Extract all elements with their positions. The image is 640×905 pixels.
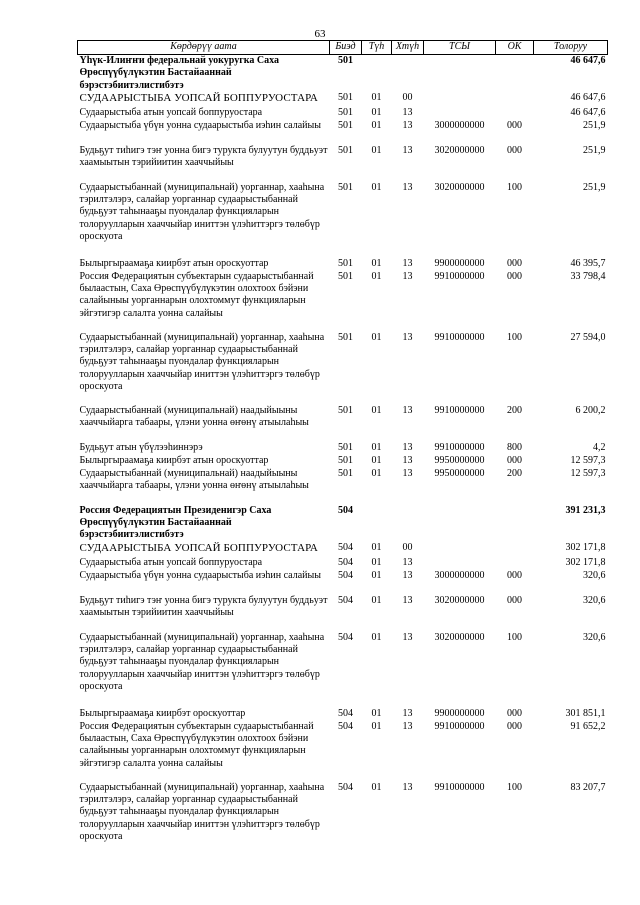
row-amount: 301 851,1 <box>565 707 606 719</box>
row-name: Судаарыстыба атын уопсай боппуруостара <box>79 106 263 118</box>
row-name: Судаарыстыба атын уопсай боппуруостара <box>79 556 263 568</box>
row-name: Будьҕут тиһигэ тэҥ уонна бигэ турукта булуутун буддьуэт хаамыытын тэрийиитин хааччыйыы <box>79 144 328 169</box>
row-htuh: 13 <box>402 181 413 193</box>
row-amount: 251,9 <box>583 119 606 131</box>
row-tuh: 01 <box>371 720 382 732</box>
row-htuh: 13 <box>402 257 413 269</box>
page-number: 63 <box>314 28 326 40</box>
row-tsy: 9900000000 <box>434 257 485 269</box>
table-row <box>78 145 608 182</box>
row-bied: 501 <box>338 441 353 453</box>
row-htuh <box>392 505 424 542</box>
row-amount: 12 597,3 <box>570 467 606 479</box>
table-row <box>78 182 608 258</box>
row-tuh: 01 <box>371 569 382 581</box>
header-htuh: Хтүһ <box>392 41 424 55</box>
row-name: Будьҕут тиһигэ тэҥ уонна бигэ турукта булуутун буддьуэт хаамыытын тэрийиитин хааччыйыы <box>79 594 328 619</box>
table-row <box>78 721 608 782</box>
row-htuh: 13 <box>402 454 413 466</box>
table-row <box>78 120 608 145</box>
row-tuh: 01 <box>371 781 382 793</box>
row-bied: 504 <box>338 707 353 719</box>
row-bied: 501 <box>338 55 353 66</box>
row-name: Судаарыстыбаннай (муниципальнай) уорганнар, хааһына тэрилтэлэрэ, салайар уорганнар судаарыстыбаннай будьҕуэт таһынааҕы пуондалар функцияларын толоруулларын хааччыйар иниттэн үлэһиттэргэ төлөбүр ороскуота <box>79 331 325 393</box>
row-ok: 000 <box>507 257 522 269</box>
row-bied: 504 <box>338 720 353 732</box>
row-tsy <box>424 107 496 120</box>
row-tsy: 9910000000 <box>434 781 485 793</box>
row-htuh: 13 <box>402 270 413 282</box>
row-amount: 46 395,7 <box>570 257 606 269</box>
row-ok: 100 <box>507 781 522 793</box>
header-tuh: Түһ <box>362 41 392 55</box>
row-ok: 100 <box>507 631 522 643</box>
table-row <box>78 271 608 332</box>
row-bied: 504 <box>338 594 353 606</box>
row-amount: 302 171,8 <box>565 556 606 568</box>
row-name: Судаарыстыбаннай (муниципальнай) уорганнар, хааһына тэрилтэлэрэ, салайар уорганнар судаарыстыбаннай будьҕуэт таһынааҕы пуондалар функцияларын толоруулларын хааччыйар иниттэн үлэһиттэргэ төлөбүр ороскуота <box>79 181 325 243</box>
row-amount: 251,9 <box>583 144 606 156</box>
row-tuh: 01 <box>371 467 382 479</box>
table-row <box>78 455 608 468</box>
row-tsy: 9950000000 <box>434 467 485 479</box>
row-ok: 000 <box>507 707 522 719</box>
row-tuh: 01 <box>371 594 382 606</box>
table-row <box>78 542 608 557</box>
row-ok: 000 <box>507 569 522 581</box>
table-row <box>78 258 608 271</box>
row-tuh: 01 <box>371 707 382 719</box>
row-ok: 000 <box>507 119 522 131</box>
row-amount: 391 231,3 <box>565 504 606 516</box>
row-tuh: 01 <box>371 541 382 553</box>
row-bied: 501 <box>338 331 353 343</box>
row-ok <box>496 55 534 92</box>
row-name: СУДААРЫСТЫБА УОПСАЙ БОППУРУОСТАРА <box>79 91 318 104</box>
row-bied: 501 <box>338 106 353 118</box>
header-amount: Толоруу <box>534 41 608 55</box>
row-htuh: 13 <box>402 144 413 156</box>
row-amount: 27 594,0 <box>570 331 606 343</box>
row-bied: 504 <box>338 631 353 643</box>
row-amount: 33 798,4 <box>570 270 606 282</box>
row-amount: 320,6 <box>583 569 606 581</box>
header-bied: Биэд <box>330 41 362 55</box>
row-tuh: 01 <box>371 257 382 269</box>
row-ok <box>496 542 534 557</box>
row-amount: 46 647,6 <box>570 91 606 103</box>
header-ok: ОК <box>496 41 534 55</box>
row-amount: 12 597,3 <box>570 454 606 466</box>
row-tuh: 01 <box>371 91 382 103</box>
row-bied: 501 <box>338 257 353 269</box>
table-row <box>78 442 608 455</box>
row-ok: 000 <box>507 454 522 466</box>
row-tuh: 01 <box>371 181 382 193</box>
row-bied: 501 <box>338 404 353 416</box>
row-name: Будьҕут атын үбүлээһиннэрэ <box>79 441 203 453</box>
row-name: СУДААРЫСТЫБА УОПСАЙ БОППУРУОСТАРА <box>79 541 318 554</box>
row-bied: 501 <box>338 91 353 103</box>
row-htuh: 13 <box>402 404 413 416</box>
row-tsy: 3020000000 <box>434 144 485 156</box>
table-body <box>78 55 608 844</box>
row-name: Россия Федерациятын Президенигэр Саха Өрөспүүбүлүкэтин Бастайааннай бэрэстэбиитэлистибэтэ <box>79 504 272 541</box>
row-htuh: 13 <box>402 441 413 453</box>
row-htuh: 13 <box>402 569 413 581</box>
row-htuh <box>392 55 424 92</box>
row-tuh: 01 <box>371 331 382 343</box>
row-htuh: 13 <box>402 631 413 643</box>
table-row <box>78 632 608 708</box>
row-bied: 504 <box>338 504 353 516</box>
row-amount: 320,6 <box>583 594 606 606</box>
row-ok: 000 <box>507 720 522 732</box>
row-amount: 4,2 <box>593 441 606 453</box>
row-tuh: 01 <box>371 556 382 568</box>
row-ok <box>496 107 534 120</box>
row-tuh: 01 <box>371 441 382 453</box>
row-tuh: 01 <box>371 631 382 643</box>
table-row <box>78 55 608 92</box>
table-row <box>78 332 608 405</box>
row-name: Судаарыстыба үбүн уонна судаарыстыба иэһин салайыы <box>79 569 321 581</box>
row-name: Былыргыраамаҕа киирбэт атын ороскуоттар <box>79 257 269 269</box>
row-htuh: 13 <box>402 119 413 131</box>
row-tsy: 9910000000 <box>434 441 485 453</box>
row-bied: 504 <box>338 556 353 568</box>
row-ok: 100 <box>507 331 522 343</box>
row-tuh <box>362 55 392 92</box>
row-tsy: 9900000000 <box>434 707 485 719</box>
row-tsy: 3000000000 <box>434 569 485 581</box>
row-htuh: 13 <box>402 331 413 343</box>
row-ok: 200 <box>507 404 522 416</box>
row-ok: 000 <box>507 144 522 156</box>
row-tsy: 3000000000 <box>434 119 485 131</box>
row-amount: 91 652,2 <box>570 720 606 732</box>
row-tsy: 3020000000 <box>434 594 485 606</box>
table-row <box>78 570 608 595</box>
row-tsy <box>424 557 496 570</box>
row-bied: 501 <box>338 454 353 466</box>
row-tuh: 01 <box>371 270 382 282</box>
row-ok: 200 <box>507 467 522 479</box>
row-tsy <box>424 92 496 107</box>
table-row <box>78 557 608 570</box>
row-htuh: 13 <box>402 556 413 568</box>
row-ok: 100 <box>507 181 522 193</box>
row-name: Россия Федерациятын субъектарын судаарыстыбаннай былаастын, Саха Өрөспүүбүлүкэтин олохтоох бэйэни салайыныы уорганнарын олохтоммут функцияларын эйгэтигэр салалта уонна салайыы <box>79 720 314 769</box>
row-tuh: 01 <box>371 144 382 156</box>
row-name: Россия Федерациятын субъектарын судаарыстыбаннай былаастын, Саха Өрөспүүбүлүкэтин олохтоох бэйэни салайыныы уорганнарын олохтоммут функцияларын эйгэтигэр салалта уонна салайыы <box>79 270 314 319</box>
row-htuh: 13 <box>402 594 413 606</box>
row-ok <box>496 505 534 542</box>
row-bied: 501 <box>338 181 353 193</box>
row-ok: 800 <box>507 441 522 453</box>
header-name: Көрдөрүү аата <box>78 41 330 55</box>
row-name: Судаарыстыбаннай (муниципальнай) уорганнар, хааһына тэрилтэлэрэ, салайар уорганнар судаарыстыбаннай будьҕуэт таһынааҕы пуондалар функцияларын толоруулларын хааччыйар иниттэн үлэһиттэргэ төлөбүр ороскуота <box>79 631 325 692</box>
row-name: Үһүк-Илиҥҥи федеральнай уокуругка Саха Өрөспүүбүлүкэтин Бастайааннай бэрэстэбиитэлистибэтэ <box>79 55 279 91</box>
row-tsy <box>424 55 496 92</box>
table-row <box>78 708 608 721</box>
row-tsy: 9910000000 <box>434 331 485 343</box>
row-name: Судаарыстыба үбүн уонна судаарыстыба иэһин салайыы <box>79 119 321 131</box>
row-htuh: 13 <box>402 720 413 732</box>
row-name: Судаарыстыбаннай (муниципальнай) уорганнар, хааһына тэрилтэлэрэ, салайар уорганнар судаарыстыбаннай будьҕуэт таһынааҕы пуондалар функцияларын толоруулларын хааччыйар иниттэн үлэһиттэргэ төлөбүр ороскуота <box>79 781 325 842</box>
row-amount: 83 207,7 <box>570 781 606 793</box>
row-tsy: 9910000000 <box>434 720 485 732</box>
row-ok <box>496 557 534 570</box>
row-amount: 46 647,6 <box>570 55 606 66</box>
row-htuh: 00 <box>402 91 413 103</box>
row-tsy: 9910000000 <box>434 404 485 416</box>
table-row <box>78 92 608 107</box>
table-row <box>78 405 608 442</box>
row-ok: 000 <box>507 594 522 606</box>
row-bied: 504 <box>338 781 353 793</box>
row-bied: 501 <box>338 467 353 479</box>
table-row <box>78 468 608 505</box>
row-tuh: 01 <box>371 454 382 466</box>
row-tuh: 01 <box>371 119 382 131</box>
row-htuh: 00 <box>402 541 413 553</box>
row-tsy: 3020000000 <box>434 631 485 643</box>
row-amount: 6 200,2 <box>575 404 606 416</box>
table-row <box>78 595 608 632</box>
row-htuh: 13 <box>402 781 413 793</box>
row-htuh: 13 <box>402 467 413 479</box>
row-ok <box>496 92 534 107</box>
row-tsy: 9910000000 <box>434 270 485 282</box>
row-bied: 501 <box>338 270 353 282</box>
header-tsy: ТСЫ <box>424 41 496 55</box>
row-tsy: 9950000000 <box>434 454 485 466</box>
row-name: Судаарыстыбаннай (муниципальнай) наадыйыыны хааччыйарга табаары, үлэни уонна өҥөнү атыылаһыы <box>79 404 309 429</box>
row-name: Былыргыраамаҕа киирбэт ороскуоттар <box>79 707 246 719</box>
row-amount: 302 171,8 <box>565 541 606 553</box>
row-bied: 501 <box>338 144 353 156</box>
row-amount: 46 647,6 <box>570 106 606 118</box>
row-tsy <box>424 505 496 542</box>
row-bied: 501 <box>338 119 353 131</box>
row-htuh: 13 <box>402 106 413 118</box>
row-ok: 000 <box>507 270 522 282</box>
row-amount: 320,6 <box>583 631 606 643</box>
row-tsy: 3020000000 <box>434 181 485 193</box>
budget-table <box>77 40 608 844</box>
table-row <box>78 505 608 542</box>
row-name: Судаарыстыбаннай (муниципальнай) наадыйыыны хааччыйарга табаары, үлэни уонна өҥөнү атыылаһыы <box>79 467 309 492</box>
row-bied: 504 <box>338 541 353 553</box>
row-bied: 504 <box>338 569 353 581</box>
row-tuh: 01 <box>371 106 382 118</box>
table-row <box>78 107 608 120</box>
row-htuh: 13 <box>402 707 413 719</box>
row-amount: 251,9 <box>583 181 606 193</box>
row-tuh <box>362 505 392 542</box>
table-row <box>78 782 608 844</box>
row-name: Былыргыраамаҕа киирбэт атын ороскуоттар <box>79 454 269 466</box>
row-tuh: 01 <box>371 404 382 416</box>
row-tsy <box>424 542 496 557</box>
table-header <box>78 41 608 55</box>
